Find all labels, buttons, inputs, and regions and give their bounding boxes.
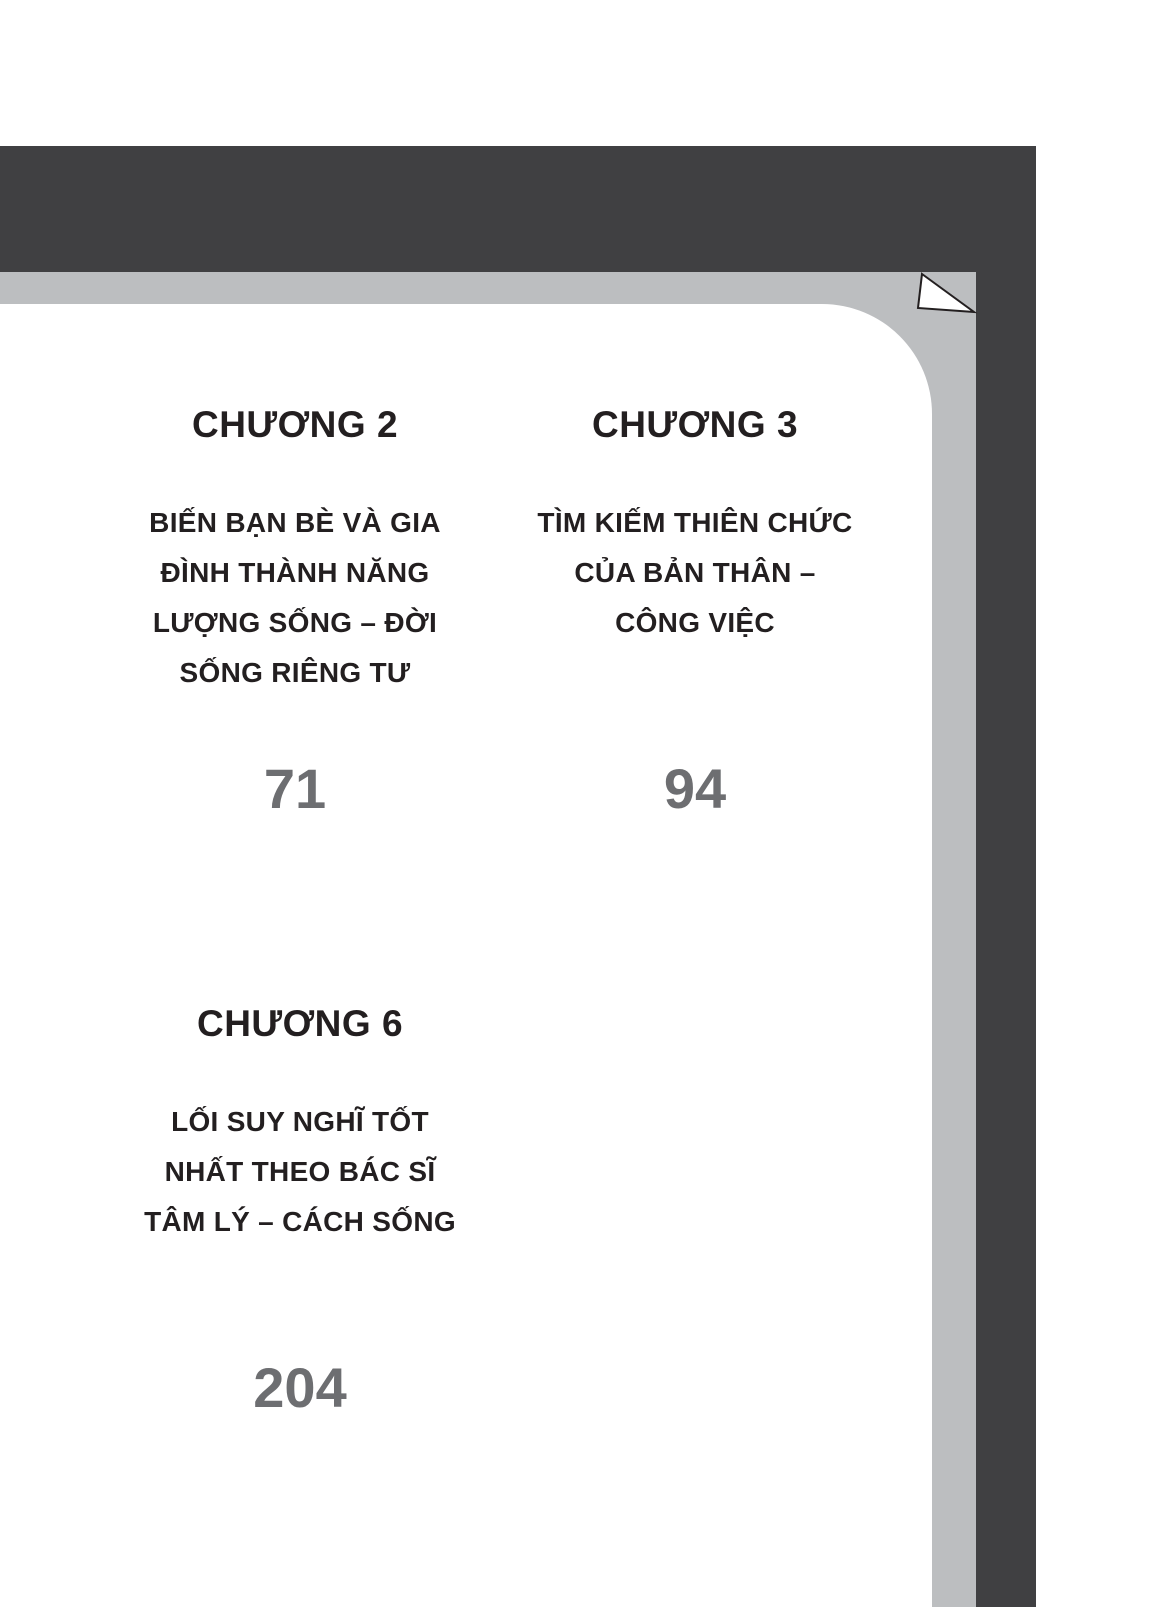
gray-strip-top: [0, 272, 930, 306]
chapter-title-line: BIẾN BẠN BÈ VÀ GIA: [149, 507, 441, 538]
chapter-label: CHƯƠNG 2: [191, 404, 399, 445]
chapter-3: [520, 404, 870, 821]
chapter-page-number: 204: [253, 1356, 347, 1419]
chapter-title-line: CỦA BẢN THÂN –: [574, 557, 816, 588]
chapter-title-line: LỐI SUY NGHĨ TỐT: [171, 1106, 429, 1137]
dark-frame-right: [976, 146, 1036, 1607]
chapter-title-line: SỐNG RIÊNG TƯ: [179, 657, 411, 688]
chapter-title-line: LƯỢNG SỐNG – ĐỜI: [152, 607, 438, 638]
chapter-title: [520, 498, 870, 648]
chapter-label: CHƯƠNG 6: [196, 1003, 404, 1044]
chapter-title-line: CÔNG VIỆC: [615, 607, 775, 638]
dark-frame-top: [0, 146, 1036, 274]
chapter-title-line: NHẤT THEO BÁC SĨ: [164, 1156, 436, 1187]
chapter-page-number: 94: [663, 757, 727, 820]
chapter-page-number: 71: [263, 757, 327, 820]
chapter-label: CHƯƠNG 3: [591, 404, 799, 445]
chapter-title-line: ĐÌNH THÀNH NĂNG: [160, 557, 430, 588]
chapter-title-line: TÌM KIẾM THIÊN CHỨC: [537, 507, 853, 538]
folded-corner-icon: [912, 270, 982, 320]
chapter-6: [130, 1003, 470, 1420]
chapter-2: [130, 404, 460, 821]
chapter-title-line: TÂM LÝ – CÁCH SỐNG: [144, 1206, 456, 1237]
gray-strip-right: [932, 306, 976, 1607]
chapter-title: [130, 498, 460, 698]
chapter-title: [130, 1097, 470, 1247]
